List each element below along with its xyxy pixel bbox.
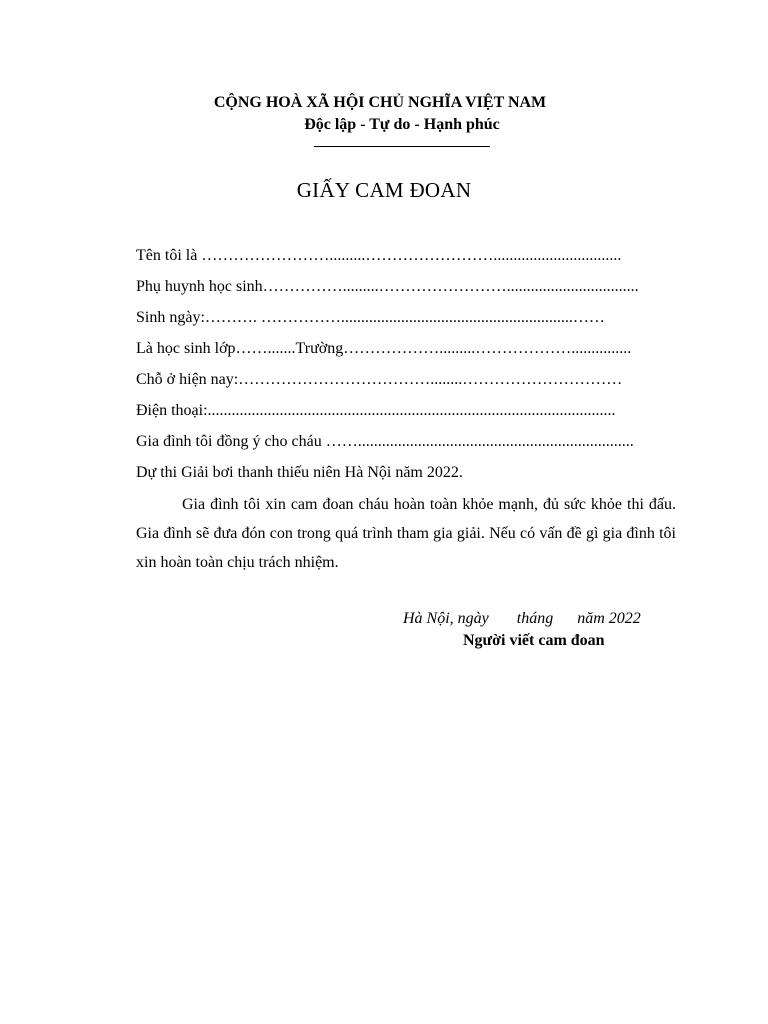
national-motto: Độc lập - Tự do - Hạnh phúc: [304, 116, 500, 133]
field-phone: Điện thoại:......................................................................................................: [136, 402, 616, 419]
signature-place-date: Hà Nội, ngày tháng năm 2022: [403, 610, 641, 627]
field-parent: Phụ huynh học sinh…………….........…………………….................................: [136, 278, 639, 295]
signature-signer: Người viết cam đoan: [463, 632, 605, 649]
field-class-school: Là học sinh lớp…….......Trường……………….........………………...............: [136, 340, 632, 357]
field-birthdate: Sinh ngày:………. ……………..........................................................……: [136, 309, 605, 326]
field-name: Tên tôi là …………………….........……………………................................: [136, 247, 622, 264]
document-title: GIẤY CAM ĐOAN: [296, 178, 472, 202]
pledge-text: Gia đình tôi xin cam đoan cháu hoàn toàn khỏe mạnh, đủ sức khỏe thi đấu. Gia đình sẽ đưa đón con trong quá trình tham gia giải. Nếu có vấn đề gì gia đình tôi xin hoàn toàn chịu trách nhiệm.: [136, 496, 676, 571]
field-consent: Gia đình tôi đồng ý cho cháu …….....................................................................: [136, 433, 634, 450]
pledge-paragraph: [136, 490, 676, 577]
field-event: Dự thi Giải bơi thanh thiếu niên Hà Nội năm 2022.: [136, 464, 463, 481]
national-name: CỘNG HOÀ XÃ HỘI CHỦ NGHĨA VIỆT NAM: [213, 94, 547, 111]
field-address: Chỗ ở hiện nay:………………………………........…………………………: [136, 371, 623, 388]
motto-underline: [314, 146, 490, 147]
